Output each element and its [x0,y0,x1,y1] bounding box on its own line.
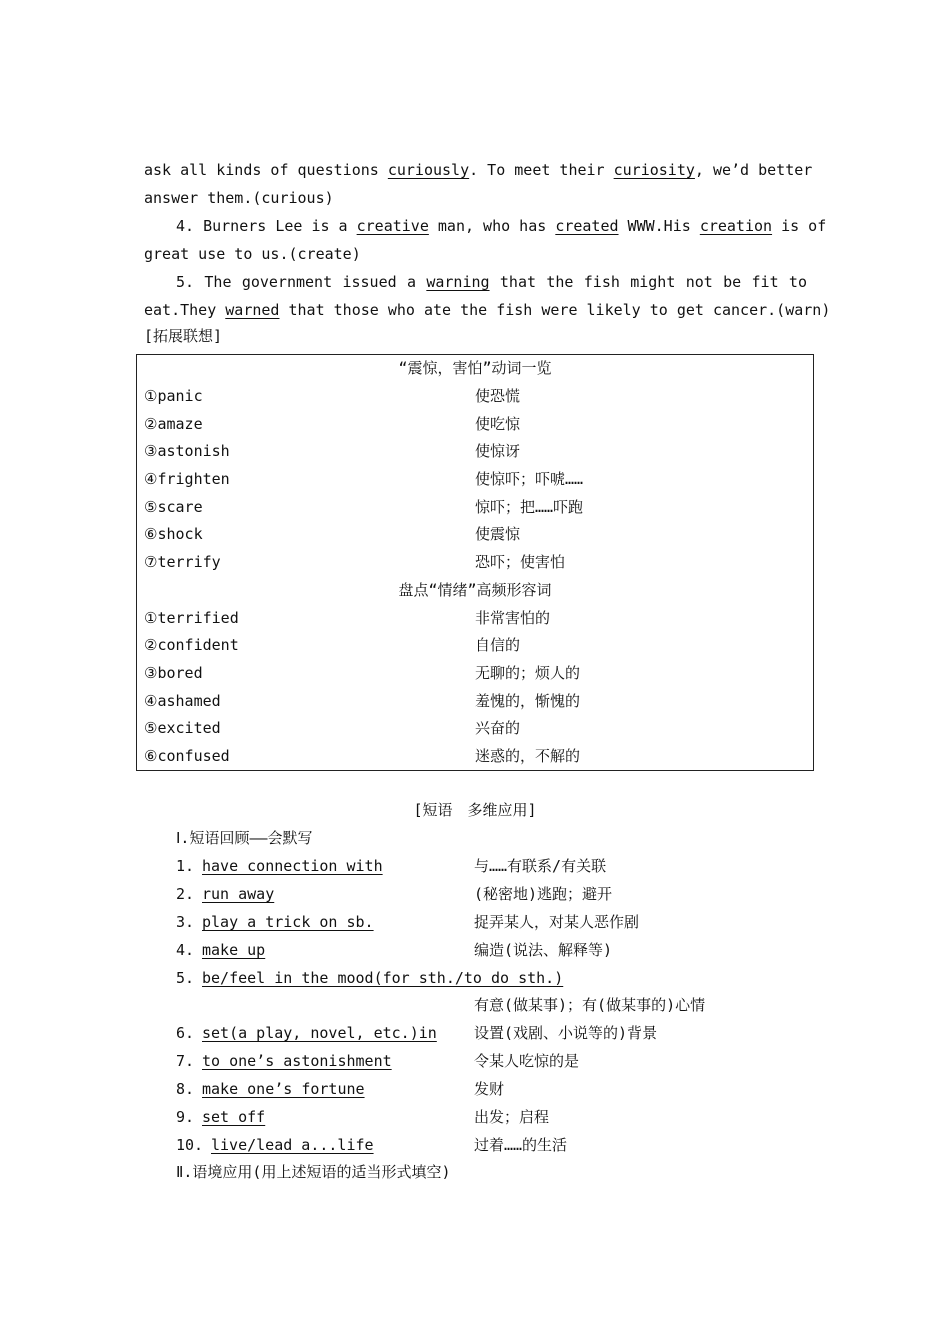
verb-row [137,466,814,494]
verb-english: ⑤scare [144,497,203,516]
answer-curiosity: curiosity [613,161,695,179]
adj-english: ③bored [144,663,203,682]
adj-chinese: 羞愧的，惭愧的 [475,691,581,710]
table-title-adjectives: 盘点“情绪”高频形容词 [398,580,552,599]
phrase-english: set(a play, novel, etc.)in [202,1024,437,1042]
answer-warned: warned [225,301,280,319]
table-title-row [137,355,814,383]
verb-english: ⑥shock [144,525,203,544]
part-2-title: Ⅱ.语境应用(用上述短语的适当形式填空) [176,1163,451,1181]
phrase-english: play a trick on sb. [202,913,374,931]
phrase-chinese: 设置(戏剧、小说等的)背景 [474,1024,658,1042]
verb-chinese: 恐吓；使害怕 [475,553,566,572]
phrase-number: 3. [176,913,195,931]
adj-row [137,687,814,715]
verb-row [137,521,814,549]
paragraph-3-line-2: answer them.(curious) [144,189,334,207]
verb-chinese: 使惊讶 [475,442,521,461]
vocabulary-table [136,354,814,771]
adj-row [137,660,814,688]
adj-english: ①terrified [144,608,239,627]
phrase-chinese: 令某人吃惊的是 [474,1052,580,1070]
phrase-english: run away [202,885,275,903]
verb-row [137,438,814,466]
phrase-number: 6. [176,1024,195,1042]
phrase-english: to one’s astonishment [202,1052,392,1070]
phrase-english: make up [202,941,266,959]
verb-chinese: 惊吓；把……吓跑 [475,497,584,516]
verb-english: ③astonish [144,442,230,461]
answer-curiously: curiously [387,161,470,179]
phrase-chinese: 编造(说法、解释等) [474,941,613,959]
phrase-number: 1. [176,857,195,875]
adj-chinese: 非常害怕的 [475,608,551,627]
phrase-english: set off [202,1108,266,1126]
phrase-number: 9. [176,1108,195,1126]
phrase-english: have connection with [202,857,383,875]
phrase-number: 7. [176,1052,195,1070]
part-1-title: Ⅰ.短语回顾——会默写 [176,829,313,847]
adj-chinese: 兴奋的 [475,719,521,738]
adj-row [137,715,814,743]
answer-warning: warning [426,273,490,291]
phrase-chinese: 发财 [474,1080,505,1098]
verb-english: ⑦terrify [144,553,221,572]
adj-chinese: 迷惑的，不解的 [475,746,581,765]
adj-english: ②confident [144,636,239,655]
answer-created: created [555,217,619,235]
paragraph-3-line-1: ask all kinds of questions curiously. To meet their curiosity, we’d better [144,161,813,179]
phrase-english: be/feel in the mood(for sth./to do sth.) [202,969,564,987]
phrase-number: 4. [176,941,195,959]
paragraph-5-line-1: 5. The government issued a warning that the fish might not be fit to [176,273,807,291]
phrase-english: live/lead a...life [211,1136,374,1154]
adj-row [137,604,814,632]
verb-english: ④frighten [144,470,230,489]
adj-row [137,632,814,660]
table-title-verbs: “震惊，害怕”动词一览 [398,359,552,378]
phrase-chinese: 过着……的生活 [474,1136,568,1154]
verb-row [137,383,814,411]
verb-english: ②amaze [144,414,203,433]
adj-chinese: 无聊的；烦人的 [475,663,581,682]
phrase-chinese: 与……有联系/有关联 [474,857,607,875]
verb-row [137,410,814,438]
verb-english: ①panic [144,387,203,406]
paragraph-4-line-2: great use to us.(create) [144,245,361,263]
phrase-english: make one’s fortune [202,1080,365,1098]
phrase-chinese: 捉弄某人，对某人恶作剧 [474,913,640,931]
expand-label: [拓展联想] [144,327,223,345]
adj-english: ④ashamed [144,691,221,710]
verb-chinese: 使震惊 [475,525,521,544]
verb-chinese: 使惊吓；吓唬…… [475,470,584,489]
answer-creation: creation [699,217,773,235]
verb-chinese: 使吃惊 [475,414,521,433]
phrase-chinese: 有意(做某事)；有(做某事的)心情 [474,996,706,1014]
paragraph-5-line-2: eat.They warned that those who ate the fish were likely to get cancer.(warn) [144,301,831,319]
paragraph-4-line-1: 4. Burners Lee is a creative man, who has created WWW.His creation is of [176,217,827,235]
phrase-chinese: (秘密地)逃跑；避开 [474,885,613,903]
phrase-chinese: 出发；启程 [474,1108,550,1126]
phrase-number: 2. [176,885,195,903]
phrase-number: 5. [176,969,195,987]
phrases-section-title: [短语 多维应用] [413,801,537,819]
phrase-number: 10. [176,1136,204,1154]
adj-chinese: 自信的 [475,636,521,655]
verb-chinese: 使恐慌 [475,387,521,406]
phrase-number: 8. [176,1080,195,1098]
verb-row [137,549,814,577]
answer-creative: creative [356,217,429,235]
adj-row [137,743,814,771]
table-title-row [137,577,814,605]
verb-row [137,493,814,521]
adj-english: ⑤excited [144,719,221,738]
adj-english: ⑥confused [144,746,230,765]
